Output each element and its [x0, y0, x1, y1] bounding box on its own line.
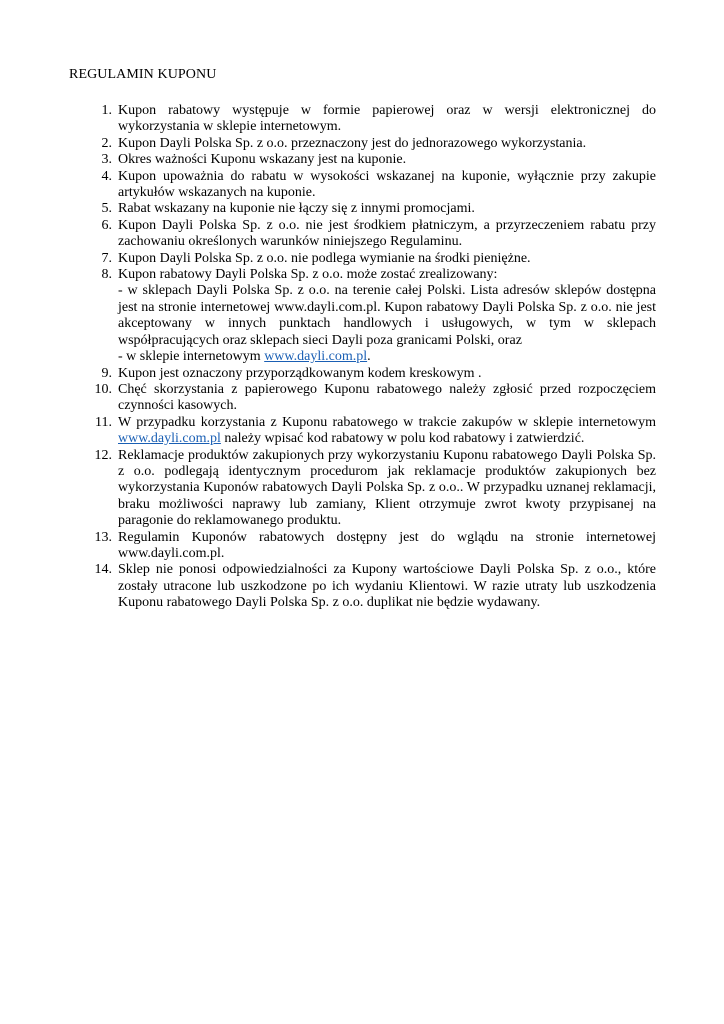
rule-number: 14. — [94, 562, 112, 578]
rule-number: 2. — [101, 135, 112, 151]
rule-item-11 — [72, 415, 656, 448]
rule-item-7 — [72, 251, 656, 267]
rules-list — [72, 103, 656, 612]
rule-text: Reklamacje produktów zakupionych przy wykorzystaniu Kuponu rabatowego Dayli Polska Sp. z o.o. podlegają identycznym procedurom jak reklamacje produktów zakupionych bez wykorzystania Kuponów rabatowych Dayli Polska Sp. z o.o.. W przypadku uznanej reklamacji, braku możliwości naprawy lub zamiany, Klient otrzymuje zwrot kwoty przypisanej na paragonie do reklamowanego produktu. — [118, 447, 656, 529]
rule-text: Kupon Dayli Polska Sp. z o.o. nie podlega wymianie na środki pieniężne. — [118, 250, 531, 266]
rule-number: 13. — [94, 529, 112, 545]
rule-number: 9. — [101, 365, 112, 381]
rule-number: 5. — [101, 201, 112, 217]
rule-text-prefix: W przypadku korzystania z Kuponu rabatowego w trakcie zakupów w sklepie internetowym — [118, 414, 656, 430]
rule-option-online — [118, 349, 656, 365]
page-title: REGULAMIN KUPONU — [69, 67, 217, 82]
rule-text: Kupon Dayli Polska Sp. z o.o. nie jest środkiem płatniczym, a przyrzeczeniem rabatu przy zachowaniu określonych warunków niniejszego Regulaminu. — [118, 217, 656, 250]
dayli-website-link[interactable]: www.dayli.com.pl — [264, 349, 368, 365]
rule-item-14 — [72, 562, 656, 611]
rule-item-6 — [72, 218, 656, 251]
rule-text: Kupon upoważnia do rabatu w wysokości wskazanej na kuponie, wyłącznie przy zakupie artykułów wskazanych na kuponie. — [118, 168, 656, 201]
rule-item-3 — [72, 152, 656, 168]
rule-number: 1. — [101, 103, 112, 118]
rule-number: 4. — [101, 168, 112, 184]
rule-text: Chęć skorzystania z papierowego Kuponu rabatowego należy zgłosić przed rozpoczęciem czynności kasowych. — [118, 381, 656, 414]
rule-item-10 — [72, 382, 656, 415]
rule-text: Okres ważności Kuponu wskazany jest na kuponie. — [118, 152, 407, 168]
rule-intro: Kupon rabatowy Dayli Polska Sp. z o.o. może zostać zrealizowany: — [118, 267, 498, 283]
rule-number: 3. — [101, 152, 112, 168]
rule-text: Sklep nie ponosi odpowiedzialności za Kupony wartościowe Dayli Polska Sp. z o.o., które zostały utracone lub uszkodzone po ich wydaniu Klientowi. W razie utraty lub uszkodzenia Kuponu rabatowego Dayli Polska Sp. z o.o. duplikat nie będzie wydawany. — [118, 562, 656, 611]
rule-number: 10. — [94, 381, 112, 397]
rule-option-stores: - w sklepach Dayli Polska Sp. z o.o. na terenie całej Polski. Lista adresów sklepów dostępna jest na stronie internetowej www.dayli.com.pl. Kupon rabatowy Dayli Polska Sp. z o.o. nie jest akceptowany w innych punktach handlowych i usługowych, w tym w sklepach współpracujących oraz sklepach sieci Dayli poza granicami Polski, oraz — [118, 283, 656, 348]
dayli-website-link[interactable]: www.dayli.com.pl — [118, 431, 221, 447]
rule-item-2 — [72, 136, 656, 152]
rule-text-suffix: należy wpisać kod rabatowy w polu kod rabatowy i zatwierdzić. — [220, 431, 585, 447]
rule-option-online-suffix: . — [367, 349, 371, 365]
rule-text: Kupon Dayli Polska Sp. z o.o. przeznaczony jest do jednorazowego wykorzystania. — [118, 135, 587, 151]
rule-item-12 — [72, 448, 656, 530]
rule-text: Regulamin Kuponów rabatowych dostępny jest do wglądu na stronie internetowej www.dayli.com.pl. — [118, 529, 656, 561]
rule-number: 6. — [101, 217, 112, 233]
rule-item-5 — [72, 201, 656, 217]
rule-text: Rabat wskazany na kuponie nie łączy się z innymi promocjami. — [118, 201, 475, 217]
rule-number: 12. — [94, 447, 112, 463]
rule-number: 7. — [101, 250, 112, 266]
rule-item-8 — [72, 267, 656, 365]
rule-number: 8. — [101, 267, 112, 283]
rule-item-1 — [72, 103, 656, 136]
rule-number: 11. — [95, 414, 112, 430]
rule-item-4 — [72, 169, 656, 202]
rule-item-9 — [72, 366, 656, 382]
rule-item-13 — [72, 530, 656, 563]
rule-text: Kupon jest oznaczony przyporządkowanym kodem kreskowym . — [118, 365, 482, 381]
rule-text — [118, 415, 656, 448]
rule-text: Kupon rabatowy występuje w formie papierowej oraz w wersji elektronicznej do wykorzystania w sklepie internetowym. — [118, 103, 656, 135]
rule-option-online-prefix: - w sklepie internetowym — [118, 349, 265, 365]
